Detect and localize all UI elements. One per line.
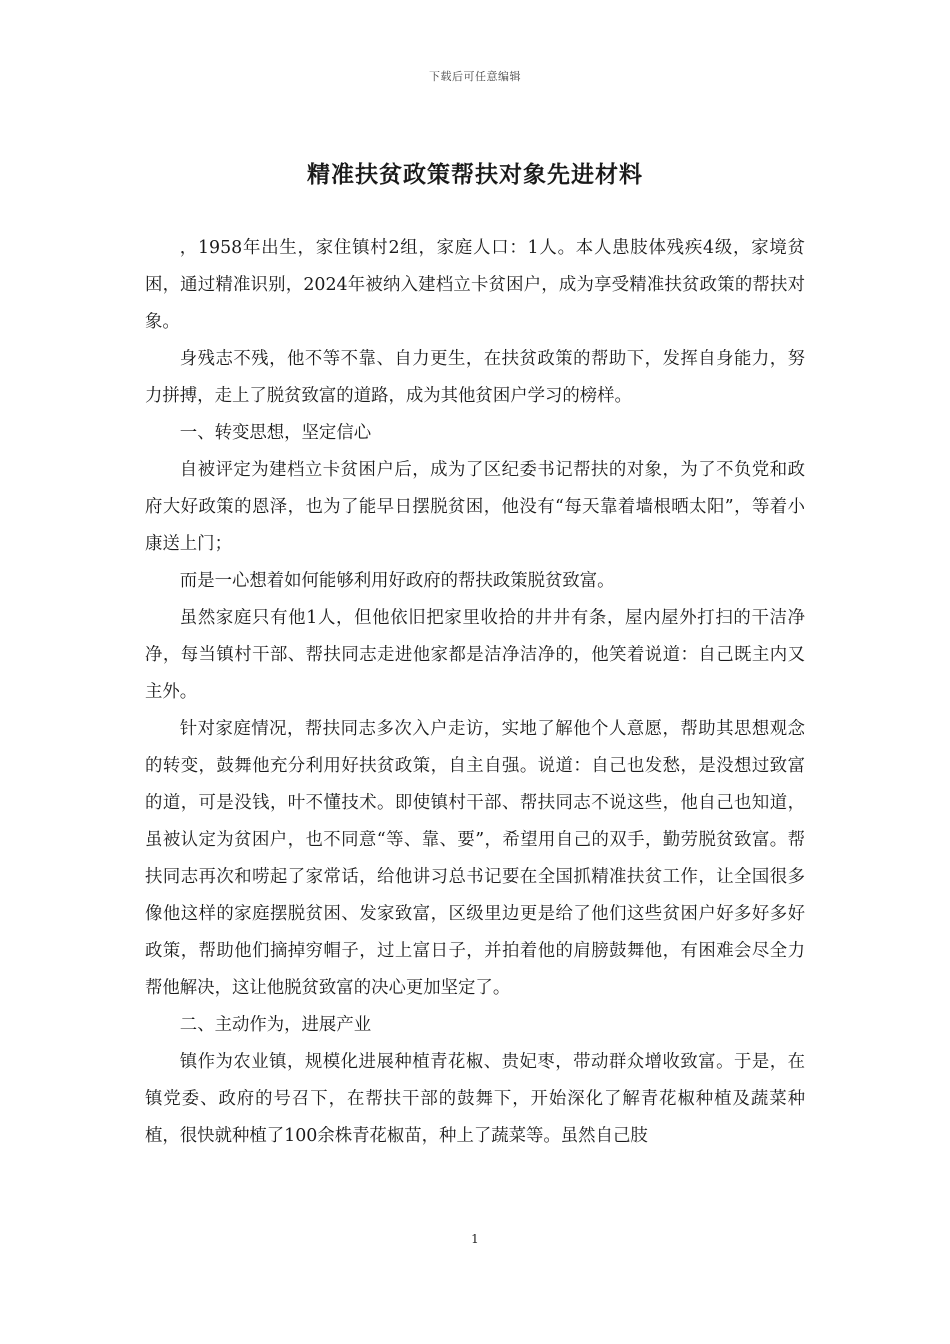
paragraph-section1-c: 虽然家庭只有他1人，但他依旧把家里收拾的井井有条，屋内屋外打扫的干洁净净，每当镇村干部、帮扶同志走进他家都是洁净洁净的，他笑着说道：自己既主内又主外。 [145,608,805,702]
paragraph-intro: ，1958年出生，家住镇村2组，家庭人口：1人。本人患肢体残疾4级，家境贫困，通过精准识别，2024年被纳入建档立卡贫困户，成为享受精准扶贫政策的帮扶对象。 [145,238,805,332]
paragraph-section1-b: 而是一心想着如何能够利用好政府的帮扶政策脱贫致富。 [179,571,615,591]
document-title: 精准扶贫政策帮扶对象先进材料 [307,161,643,188]
header-note: 下载后可任意编辑 [429,70,521,83]
section-heading-2: 二、主动作为，进展产业 [179,1015,372,1035]
paragraph-section1-a: 自被评定为建档立卡贫困户后，成为了区纪委书记帮扶的对象，为了不负党和政府大好政策的恩泽，也为了能早日摆脱贫困，他没有“每天靠着墙根晒太阳”，等着小康送上门； [145,460,805,554]
paragraph-section2-a: 镇作为农业镇，规模化进展种植青花椒、贵妃枣，带动群众增收致富。于是，在镇党委、政府的号召下，在帮扶干部的鼓舞下，开始深化了解青花椒种植及蔬菜种植，很快就种植了100余株青花椒苗，种上了蔬菜等。虽然自己肢 [145,1052,805,1146]
document-body [145,230,805,1155]
section-heading-1: 一、转变思想，坚定信心 [179,423,372,443]
paragraph-section1-d: 针对家庭情况，帮扶同志多次入户走访，实地了解他个人意愿，帮助其思想观念的转变，鼓舞他充分利用好扶贫政策，自主自强。说道：自己也发愁，是没想过致富的道，可是没钱，叶不懂技术。即使镇村干部、帮扶同志不说这些，他自己也知道，虽被认定为贫困户，也不同意“等、靠、要”，希望用自己的双手，勤劳脱贫致富。帮扶同志再次和唠起了家常话，给他讲习总书记要在全国抓精准扶贫工作，让全国很多像他这样的家庭摆脱贫困、发家致富，区级里边更是给了他们这些贫困户好多好多好政策，帮助他们摘掉穷帽子，过上富日子，并拍着他的肩膀鼓舞他，有困难会尽全力帮他解决，这让他脱贫致富的决心更加坚定了。 [145,719,805,998]
page-number: 1 [471,1232,479,1246]
paragraph-summary: 身残志不残，他不等不靠、自力更生，在扶贫政策的帮助下，发挥自身能力，努力拼搏，走上了脱贫致富的道路，成为其他贫困户学习的榜样。 [145,349,805,406]
